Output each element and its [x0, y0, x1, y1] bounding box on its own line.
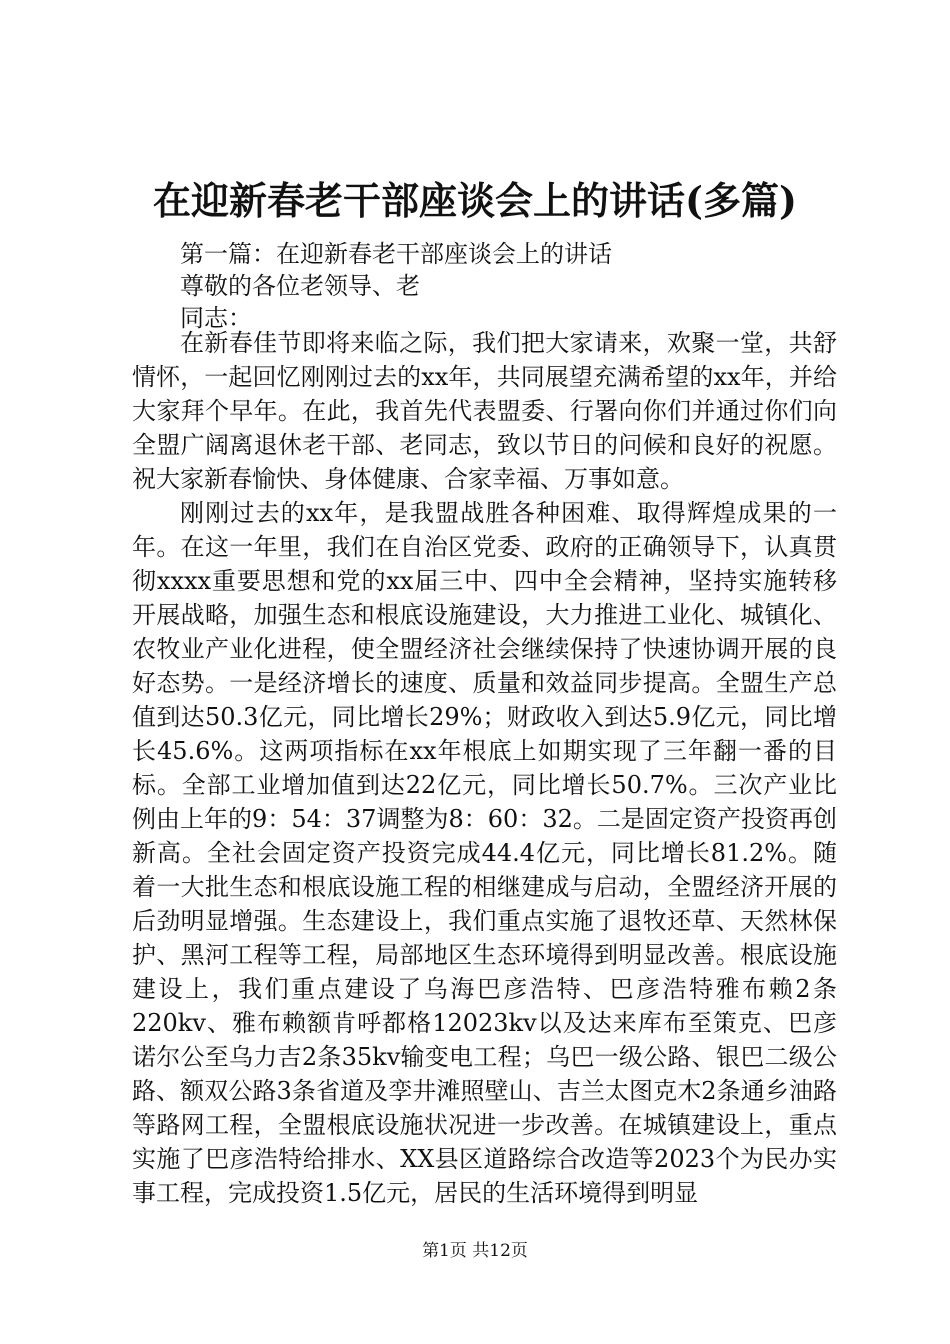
section-heading: 第一篇：在迎新春老干部座谈会上的讲话: [180, 240, 612, 268]
document-body: [132, 326, 837, 1210]
document-title: 在迎新春老干部座谈会上的讲话(多篇): [153, 178, 797, 223]
paragraph: 在新春佳节即将来临之际，我们把大家请来，欢聚一堂，共舒情怀，一起回忆刚刚过去的xx年，共同展望充满希望的xx年，并给大家拜个早年。在此，我首先代表盟委、行署向你们并通过你们向全盟广阔离退休老干部、老同志，致以节日的问候和良好的祝愿。祝大家新春愉快、身体健康、合家幸福、万事如意。: [132, 329, 837, 493]
salutation-line: 尊敬的各位老领导、老: [180, 272, 420, 300]
page-footer: 第1页 共12页: [422, 1241, 528, 1261]
paragraph: 刚刚过去的xx年，是我盟战胜各种困难、取得辉煌成果的一年。在这一年里，我们在自治区党委、政府的正确领导下，认真贯彻xxxx重要思想和党的xx届三中、四中全会精神，坚持实施转移开展战略，加强生态和根底设施建设，大力推进工业化、城镇化、农牧业产业化进程，使全盟经济社会继续保持了快速协调开展的良好态势。一是经济增长的速度、质量和效益同步提高。全盟生产总值到达50.3亿元，同比增长29%；财政收入到达5.9亿元，同比增长45.6%。这两项指标在xx年根底上如期实现了三年翻一番的目标。全部工业增加值到达22亿元，同比增长50.7%。三次产业比例由上年的9：54：37调整为8：60：32。二是固定资产投资再创新高。全社会固定资产投资完成44.4亿元，同比增长81.2%。随着一大批生态和根底设施工程的相继建成与启动，全盟经济开展的后劲明显增强。生态建设上，我们重点实施了退牧还草、天然林保护、黑河工程等工程，局部地区生态环境得到明显改善。根底设施建设上，我们重点建设了乌海巴彦浩特、巴彦浩特雅布赖2条220kv、雅布赖额肯呼都格12023kv以及达来库布至策克、巴彦诺尔公至乌力吉2条35kv输变电工程；乌巴一级公路、银巴二级公路、额双公路3条省道及孪井滩照壁山、吉兰太图克木2条通乡油路等路网工程，全盟根底设施状况进一步改善。在城镇建设上，重点实施了巴彦浩特给排水、XX县区道路综合改造等2023个为民办实事工程，完成投资1.5亿元，居民的生活环境得到明显: [132, 499, 837, 1207]
intro-block: [180, 238, 860, 334]
salutation-line-continued: 同志：: [180, 304, 252, 332]
